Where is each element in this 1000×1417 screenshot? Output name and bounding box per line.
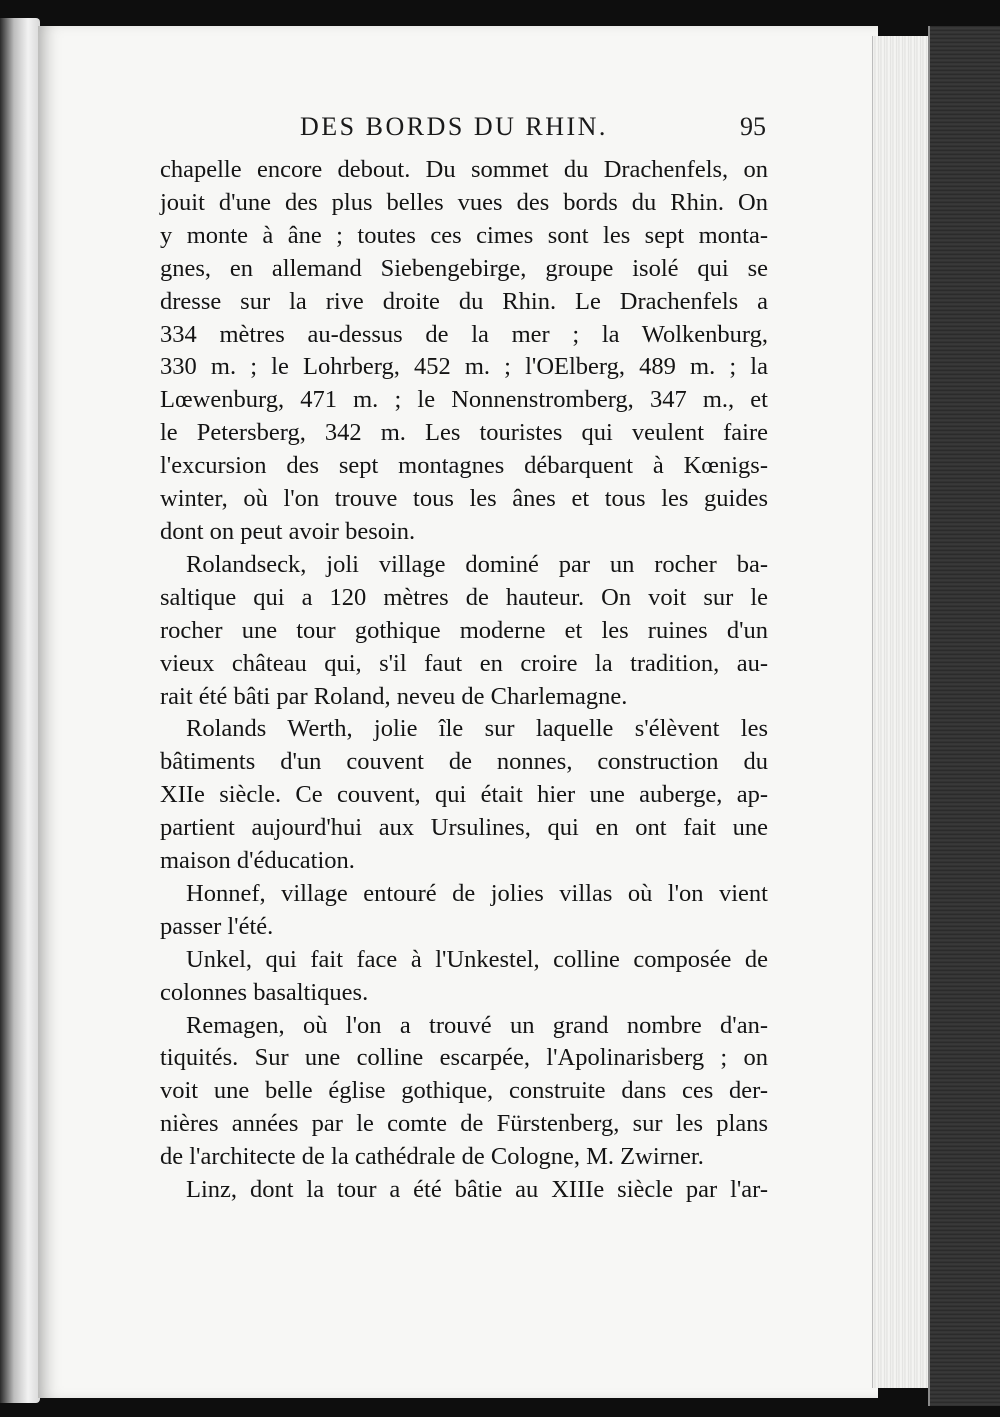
page-body-text [160,154,768,1207]
paragraph-rolandseck [160,549,768,714]
text-line: chapelle encore debout. Du sommet du Drachenfels, on [160,156,768,183]
running-title: DES BORDS DU RHIN. [300,112,608,141]
text-line: rocher une tour gothique moderne et les ruines d'un [160,616,768,644]
text-line: winter, où l'on trouve tous les ânes et tous les guides [160,485,768,513]
text-line: bâtiments d'un couvent de nonnes, construction du [160,748,768,776]
text-line: vieux château qui, s'il faut en croire la tradition, au- [160,649,768,677]
text-line: XIIe siècle. Ce couvent, qui était hier une auberge, ap- [160,781,768,809]
text-line: Unkel, qui fait face à l'Unkestel, colline composée de [186,945,768,973]
page-number: 95 [740,112,766,141]
text-line: de l'architecte de la cathédrale de Cologne, M. Zwirner. [160,1143,704,1171]
text-line: 334 mètres au-dessus de la mer ; la Wolkenburg, [160,320,768,348]
text-line: voit une belle église gothique, construite dans ces der- [160,1077,768,1105]
text-line: y monte à âne ; toutes ces cimes sont les sept monta- [160,221,768,249]
paragraph-linz [160,1174,768,1207]
paragraph-drachenfels [160,154,768,549]
text-line: partient aujourd'hui aux Ursulines, qui en ont fait une [160,814,768,842]
page-stack-edge [872,36,931,1388]
text-line: dont on peut avoir besoin. [160,517,416,545]
text-line: dresse sur la rive droite du Rhin. Le Drachenfels a [160,287,768,315]
text-line: l'excursion des sept montagnes débarquent à Kœnigs- [160,452,768,480]
text-line: Rolands Werth, jolie île sur laquelle s'élèvent les [186,715,768,743]
paragraph-remagen [160,1010,768,1175]
text-line: nières années par le comte de Fürstenberg, sur les plans [160,1110,768,1138]
text-line: saltique qui a 120 mètres de hauteur. On voit sur le [160,583,768,611]
text-line: gnes, en allemand Siebengebirge, groupe isolé qui se [160,254,768,282]
text-line: Remagen, où l'on a trouvé un grand nombre d'an- [186,1011,768,1039]
text-line: le Petersberg, 342 m. Les touristes qui veulent faire [160,419,768,447]
text-line: jouit d'une des plus belles vues des bords du Rhin. On [160,188,768,216]
book-cover [930,26,1000,1406]
text-line: maison d'éducation. [160,847,355,875]
running-head [160,112,770,146]
text-line: passer l'été. [160,912,274,940]
paragraph-honnef [160,878,768,944]
text-line: Rolandseck, joli village dominé par un rocher ba- [186,550,768,578]
text-line: Linz, dont la tour a été bâtie au XIIIe siècle par l'ar- [186,1176,768,1204]
text-line: tiquités. Sur une colline escarpée, l'Apolinarisberg ; on [160,1044,768,1072]
text-line: rait été bâti par Roland, neveu de Charlemagne. [160,682,628,710]
text-line: Honnef, village entouré de jolies villas où l'on vient [186,879,768,907]
text-line: Lœwenburg, 471 m. ; le Nonnenstromberg, 347 m., et [160,386,768,414]
text-line: colonnes basaltiques. [160,978,369,1006]
facing-page-edge [0,18,40,1403]
paragraph-unkel [160,944,768,1010]
text-line: 330 m. ; le Lohrberg, 452 m. ; l'OElberg, 489 m. ; la [160,353,768,381]
paragraph-rolands-werth [160,713,768,878]
